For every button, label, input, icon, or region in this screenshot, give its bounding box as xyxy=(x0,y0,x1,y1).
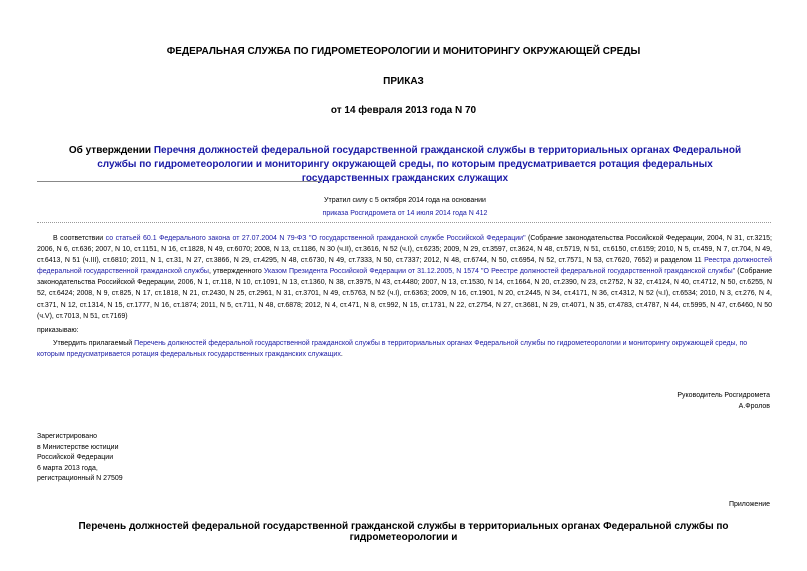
expired-link[interactable]: приказа Росгидромета от 14 июля 2014 года N 412 xyxy=(322,210,488,217)
date-number-heading: от 14 февраля 2013 года N 70 xyxy=(330,105,477,116)
list-link[interactable]: Перечень должностей федеральной государственной гражданской службы в территориальных органах Федеральной службы по гидрометеорологии и мониторингу окружающей среды, по которым предусматривается ротация федеральных государственных гражданских служащих xyxy=(37,340,748,358)
law-link[interactable]: со статьей 60.1 Федерального закона от 27.07.2004 N 79-ФЗ "О государственной гражданской службе Российской Федерации" xyxy=(105,235,526,242)
signature-position: Руководитель Росгидромета xyxy=(677,392,770,399)
approve-paragraph xyxy=(37,338,772,360)
title-prefix: Об утверждении xyxy=(68,145,154,156)
registry-link[interactable]: Реестра должностей федеральной государственной гражданской службы xyxy=(37,257,772,276)
document-title xyxy=(55,144,755,186)
registration-line: 6 марта 2013 года, xyxy=(37,464,98,472)
appendix-title: Перечень должностей федеральной государственной гражданской службы в территориальных органах Федеральной службы по гидрометеорологии и xyxy=(78,521,729,543)
preamble-citation: (Собрание законодательства Российской Федерации, 2004, N 31, ст.3215; 2006, N 6, ст.636; 2007, N 10, ст.1151, N 16, ст.1828, N 49, ст.6070; 2008, N 13, ст.1186, N 30 (ч.II), ст.3616, N 52 (ч.I), ст.6235; 2009, N 29, ст.3597, ст.3624, N 48, ст.5719, N 51, ст.6150, ст.6159; 2010, N 5, ст.459, N 7, ст.704, N 49, ст.6413, N 51 (ч.III), ст.6810; 2011, N 1, ст.31, N 27, ст.3866, N 29, ст.4295, N 48, ст.6730, N 49, ст.7333, N 50, ст.7337; 2012, N 48, ст.6744, N 50, ст.6954, N 52, ст.7571, N 53, ст.7620, 7652) и разделом 11 xyxy=(37,235,772,265)
expired-note xyxy=(300,194,510,220)
divider xyxy=(37,222,771,223)
registration-line: Зарегистрировано xyxy=(37,433,97,440)
registration-line: регистрационный N 27509 xyxy=(37,475,123,483)
registration-block xyxy=(37,432,123,485)
preamble-mid: , утвержденного xyxy=(208,268,264,276)
preamble-citation-2: (Собрание законодательства Российской Федерации, 2006, N 1, ст.118, N 10, ст.1091, N 13, ст.1360, N 38, ст.3975, N 43, ст.4480; 2007, N 13, ст.1530, N 14, ст.1664, N 20, ст.2390, N 23, ст.2752, N 32, ст.4124, N 40, ст.4712, N 50, ст.6255, N 52, ст.6424; 2008, N 9, ст.825, N 17, ст.1818, N 21, ст.2430, N 25, ст.2961, N 31, ст.3701, N 49, ст.5763, N 52 (ч.I), ст.6363; 2009, N 16, ст.1901, N 20, ст.2445, N 34, ст.4171, N 36, ст.4312, N 52 (ч.I), ст.6534; 2010, N 3, ст.276, N 4, ст.371, N 12, ст.1314, N 15, ст.1777, N 16, ст.1874; 2011, N 5, ст.711, N 48, ст.6878; 2012, N 4, ст.471, N 8, ст.992, N 15, ст.1731, N 22, ст.2754, N 27, ст.3681, N 29, ст.4071, N 35, ст.4783, ст.4787, N 44, ст.5995, N 47, ст.6460, N 50 (ч.V), ст.7013, N 51, ст.7169) xyxy=(37,268,773,320)
approve-end: . xyxy=(340,351,343,358)
agency-heading: ФЕДЕРАЛЬНАЯ СЛУЖБА ПО ГИДРОМЕТЕОРОЛОГИИ И МОНИТОРИНГУ ОКРУЖАЮЩЕЙ СРЕДЫ xyxy=(166,46,641,57)
appendix-label: Приложение xyxy=(728,501,770,508)
registration-line: в Министерстве юстиции xyxy=(37,443,119,451)
preamble-start: В соответствии xyxy=(53,235,106,242)
divider xyxy=(37,181,322,182)
signature-block xyxy=(677,390,770,412)
registration-line: Российской Федерации xyxy=(37,454,114,462)
preamble-paragraph xyxy=(37,233,772,322)
approve-start: Утвердить прилагаемый xyxy=(53,340,135,347)
expired-text: Утратил силу с 5 октября 2014 года на основании xyxy=(324,197,486,204)
decree-link[interactable]: Указом Президента Российской Федерации от 31.12.2005, N 1574 "О Реестре должностей федеральной государственной гражданской службы" xyxy=(263,268,736,276)
order-word: приказываю: xyxy=(37,327,79,334)
doc-type-heading: ПРИКАЗ xyxy=(383,76,424,87)
signature-name: А.Фролов xyxy=(738,403,770,410)
title-link[interactable]: Перечня должностей федеральной государственной гражданской службы в территориальных органах Федеральной службы по гидрометеорологии и мониторингу окружающей среды, по которым предусматривается ротация федеральных государственных гражданских служащих xyxy=(97,145,742,184)
